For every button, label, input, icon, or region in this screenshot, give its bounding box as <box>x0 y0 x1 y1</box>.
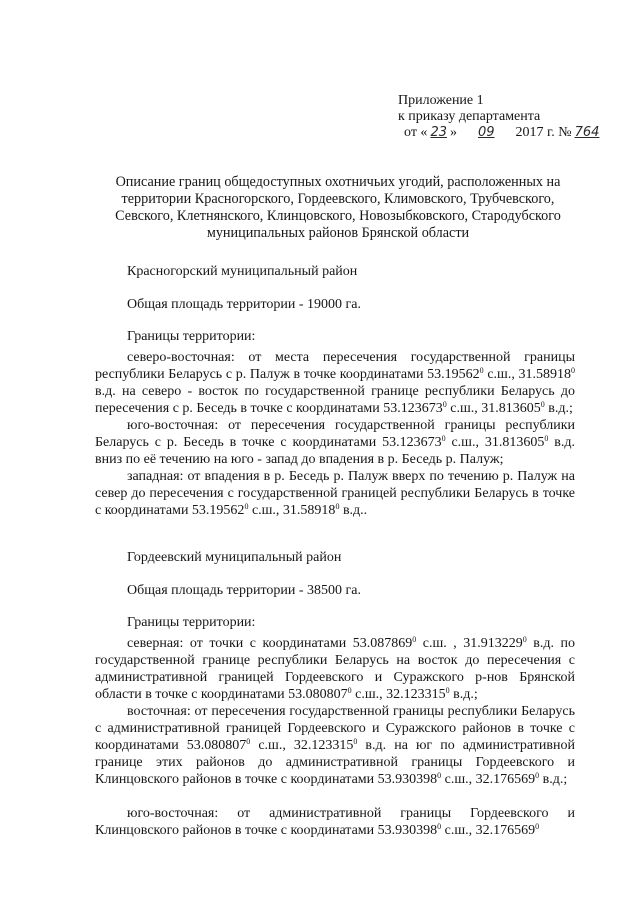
krasnogorsky-west-border: западная: от впадения в р. Беседь р. Палуж вверх по течению р. Палуж на север до пересечения с государственной границей республики Беларусь в точке с координатами 53.19562$^0$ с.ш., 31.58918$^0$ в.д.. <box>95 469 575 518</box>
krasnogorsky-borders-label: Границы территории: <box>127 329 256 344</box>
gordeevsky-borders-label: Границы территории: <box>127 615 256 630</box>
gordeevsky-east-border: восточная: от пересечения государственной границы республики Беларусь с административной границей Гордеевского и Суражского районов в точке с координатами 53.080807$^0$ с.ш., 32.123315$^0$ в.д. на юг по административной границе этих районов до административной границы Гордеевского и Клинцовского районов в точке с координатами 53.930398$^0$ с.ш., 32.176569$^0$ в.д.; <box>95 704 575 787</box>
gordeevsky-southeast-border: юго-восточная: от административной границы Гордеевского и Клинцовского районов в точке с координатами 53.930398$^0$ с.ш., 32.176569$^0$ <box>95 806 575 838</box>
date-day-handwritten: 23 <box>430 125 447 140</box>
appendix-order-ref: к приказу департамента <box>398 109 541 124</box>
date-month-handwritten: 09 <box>477 125 495 140</box>
appendix-date-line <box>404 125 602 141</box>
date-year: 2017 г. № <box>515 125 572 140</box>
krasnogorsky-southeast-border: юго-восточная: от пересечения государственной границы республики Беларусь с р. Беседь в точке с координатами 53.123673$^0$ с.ш., 31.813605$^0$ в.д. вниз по её течению на юго - запад до впадения в р. Беседь р. Палуж; <box>95 418 575 467</box>
appendix-title: Приложение 1 <box>398 93 484 108</box>
gordeevsky-area: Общая площадь территории - 38500 га. <box>127 583 362 598</box>
appendix-header <box>398 93 602 141</box>
date-prefix: от « <box>404 125 428 140</box>
gordeevsky-north-border: северная: от точки с координатами 53.087869$^0$ с.ш. , 31.913229$^0$ в.д. по государственной границе республики Беларусь на восток до пересечения с административной границей Гордеевского и Суражского р-нов Брянской области в точке с координатами 53.080807$^0$ с.ш., 32.123315$^0$ в.д.; <box>95 635 575 702</box>
section-heading-krasnogorsky: Красногорский муниципальный район <box>127 264 358 279</box>
krasnogorsky-area: Общая площадь территории - 19000 га. <box>127 297 362 312</box>
krasnogorsky-northeast-border: северо-восточная: от места пересечения государственной границы республики Беларусь с р. Палуж в точке координатами 53.19562$^0$ с.ш., 31.58918$^0$ в.д. на северо - восток по государственной границе республики Беларусь до пересечения с р. Беседь в точке с координатами 53.123673$^0$ с.ш., 31.813605$^0$ в.д.; <box>95 350 576 416</box>
order-number-handwritten: 764 <box>574 125 600 140</box>
date-separator: » <box>449 125 457 140</box>
document-title: Описание границ общедоступных охотничьих угодий, расположенных на территории Красногорского, Гордеевского, Климовского, Трубчевского, Севского, Клетнянского, Клинцовского, Новозыбковского, Стародубского муниципальных районов Брянской области <box>115 174 561 241</box>
section-heading-gordeevsky: Гордеевский муниципальный район <box>127 550 342 565</box>
